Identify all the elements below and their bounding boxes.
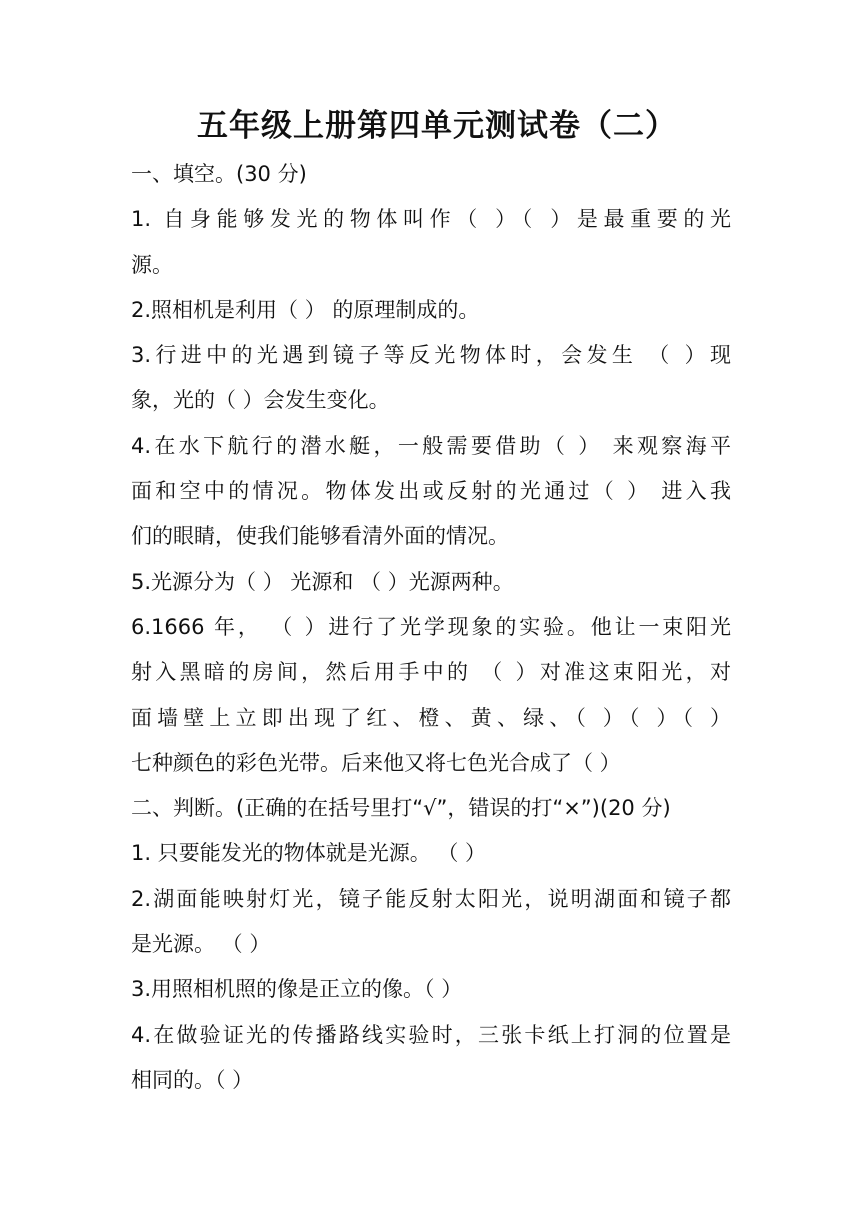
question-line: 面和空中的情况。物体发出或反射的光通过（ ） 进入我 <box>131 479 731 504</box>
section-heading-fill-in: 一、填空。(30 分) <box>131 162 307 186</box>
question-line: 3.用照相机照的像是正立的像。（ ） <box>131 977 463 1002</box>
question-line: 象，光的（ ）会发生变化。 <box>131 388 390 413</box>
question-line: 2.湖面能映射灯光，镜子能反射太阳光，说明湖面和镜子都 <box>131 886 731 911</box>
section-heading-true-false: 二、判断。(正确的在括号里打“√”，错误的打“×”)(20 分) <box>131 796 671 821</box>
question-line: 6.1666 年， （ ）进行了光学现象的实验。他让一束阳光 <box>131 614 731 639</box>
question-line: 1. 只要能发光的物体就是光源。 （ ） <box>131 841 487 866</box>
question-line: 面墙壁上立即出现了红、橙、黄、绿、（ ）（ ）（ ） <box>131 705 731 730</box>
question-line: 3.行进中的光遇到镜子等反光物体时，会发生 （ ）现 <box>131 343 731 368</box>
question-line: 4.在水下航行的潜水艇，一般需要借助（ ） 来观察海平 <box>131 433 731 458</box>
page-title: 五年级上册第四单元测试卷（二） <box>197 108 677 144</box>
question-line: 射入黑暗的房间，然后用手中的 （ ）对准这束阳光，对 <box>131 660 731 685</box>
question-line: 1. 自身能够发光的物体叫作（ ）（ ）是最重要的光 <box>131 207 731 232</box>
question-line: 5.光源分为（ ） 光源和 （ ）光源两种。 <box>131 569 514 594</box>
question-line: 相同的。（ ） <box>131 1067 254 1092</box>
question-line: 是光源。 （ ） <box>131 932 271 957</box>
question-line: 七种颜色的彩色光带。后来他又将七色光合成了（ ） <box>131 750 621 775</box>
question-line: 2.照相机是利用（ ） 的原理制成的。 <box>131 297 480 322</box>
question-line: 4.在做验证光的传播路线实验时，三张卡纸上打洞的位置是 <box>131 1022 731 1047</box>
question-line: 们的眼睛，使我们能够看清外面的情况。 <box>131 524 509 549</box>
document-content <box>131 100 731 1103</box>
question-line: 源。 <box>131 252 173 277</box>
